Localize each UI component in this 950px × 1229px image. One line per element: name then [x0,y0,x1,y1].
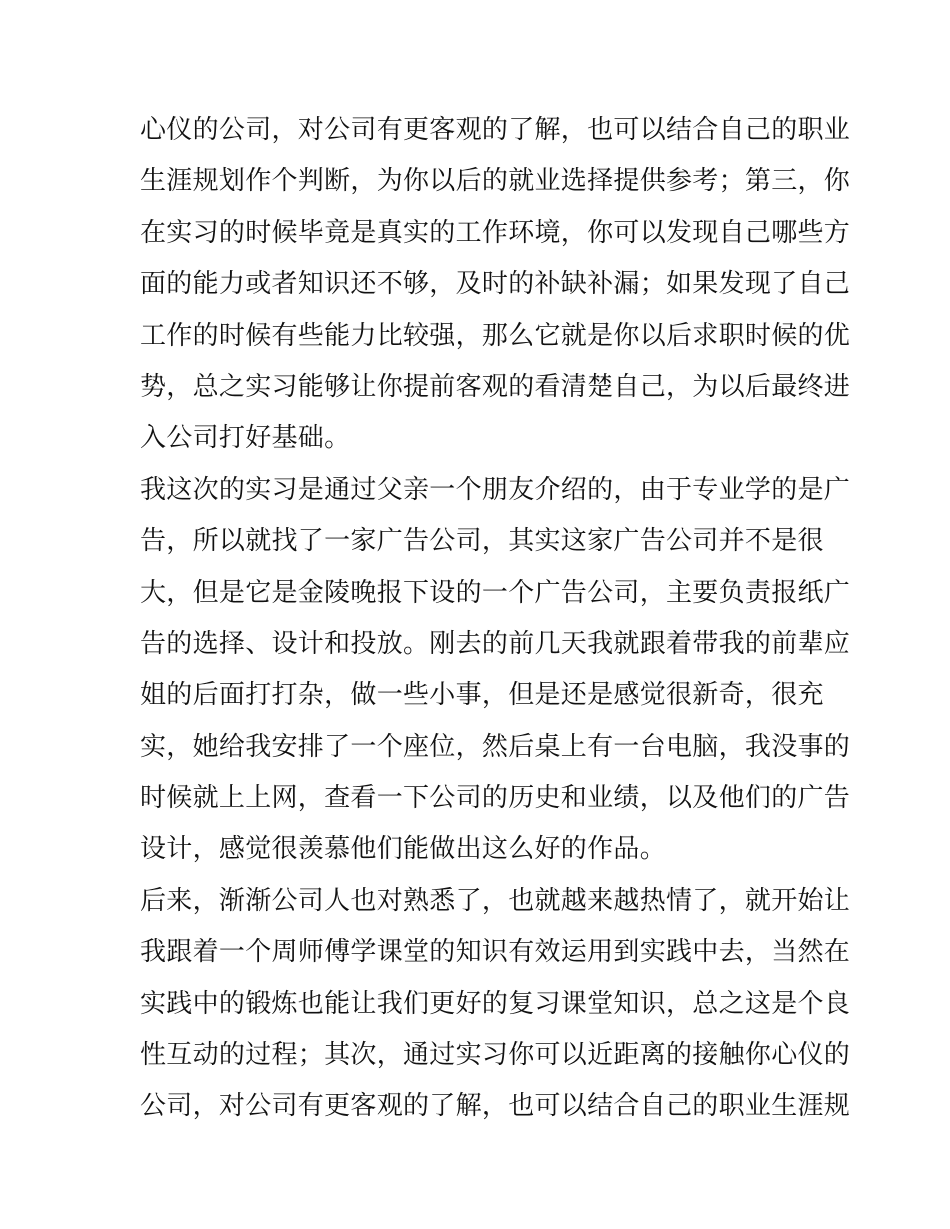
text-line: 性互动的过程；其次，通过实习你可以近距离的接触你心仪的 [140,1040,851,1071]
text-line: 设计，感觉很羡慕他们能做出这么好的作品。 [140,834,667,865]
text-line: 在实习的时候毕竟是真实的工作环境，你可以发现自己哪些方 [140,217,851,248]
text-line: 生涯规划作个判断，为你以后的就业选择提供参考；第三，你 [140,166,851,197]
body-text [140,105,851,1133]
text-line: 告，所以就找了一家广告公司，其实这家广告公司并不是很 [140,526,824,557]
text-line: 我这次的实习是通过父亲一个朋友介绍的，由于专业学的是广 [140,474,851,505]
text-line: 姐的后面打打杂，做一些小事，但是还是感觉很新奇，很充 [140,680,824,711]
text-line: 入公司打好基础。 [140,423,351,454]
text-line: 我跟着一个周师傅学课堂的知识有效运用到实践中去，当然在 [140,937,851,968]
text-line: 大，但是它是金陵晚报下设的一个广告公司，主要负责报纸广 [140,577,851,608]
text-line: 面的能力或者知识还不够，及时的补缺补漏；如果发现了自己 [140,269,851,300]
text-line: 时候就上上网，查看一下公司的历史和业绩，以及他们的广告 [140,783,851,814]
text-line: 告的选择、设计和投放。刚去的前几天我就跟着带我的前辈应 [140,628,851,659]
text-line: 势，总之实习能够让你提前客观的看清楚自己，为以后最终进 [140,371,851,402]
text-line: 工作的时候有些能力比较强，那么它就是你以后求职时候的优 [140,320,851,351]
text-line: 实，她给我安排了一个座位，然后桌上有一台电脑，我没事的 [140,731,851,762]
text-line: 心仪的公司，对公司有更客观的了解，也可以结合自己的职业 [140,115,851,145]
text-line: 后来，渐渐公司人也对熟悉了，也就越来越热情了，就开始让 [140,885,851,916]
text-line: 公司，对公司有更客观的了解，也可以结合自己的职业生涯规 [140,1091,851,1122]
text-line: 实践中的锻炼也能让我们更好的复习课堂知识，总之这是个良 [140,988,851,1019]
